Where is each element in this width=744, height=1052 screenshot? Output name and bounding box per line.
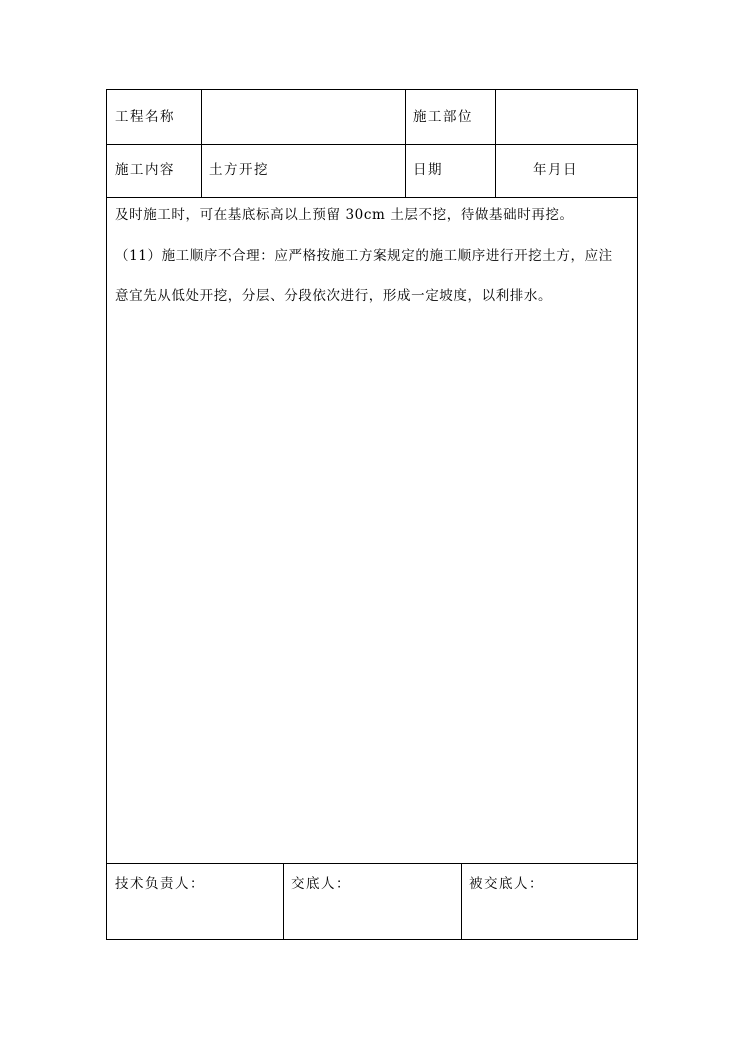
- column-divider: [461, 863, 462, 940]
- location-label: 施工部位: [413, 109, 473, 125]
- body-text-line: 及时施工时，可在基底标高以上预留 30cm 土层不挖，待做基础时再挖。: [115, 207, 574, 223]
- content-label: 施工内容: [115, 162, 175, 178]
- date-value: 年月日: [533, 162, 578, 178]
- row-divider: [107, 144, 637, 145]
- content-value: 土方开挖: [209, 162, 269, 178]
- row-divider: [107, 863, 637, 864]
- column-divider: [495, 90, 496, 197]
- body-text-line: （11）施工顺序不合理：应严格按施工方案规定的施工顺序进行开挖土方，应注: [115, 248, 613, 264]
- column-divider: [405, 90, 406, 197]
- receiver-label: 被交底人：: [469, 876, 544, 892]
- disclosure-form-table: [106, 89, 638, 940]
- body-text-line: 意宜先从低处开挖，分层、分段依次进行，形成一定坡度，以利排水。: [115, 288, 553, 304]
- project-name-label: 工程名称: [115, 109, 175, 125]
- row-divider: [107, 197, 637, 198]
- column-divider: [283, 863, 284, 940]
- column-divider: [201, 90, 202, 197]
- handover-label: 交底人：: [291, 876, 351, 892]
- date-label: 日期: [413, 162, 443, 178]
- tech-lead-label: 技术负责人：: [115, 876, 205, 892]
